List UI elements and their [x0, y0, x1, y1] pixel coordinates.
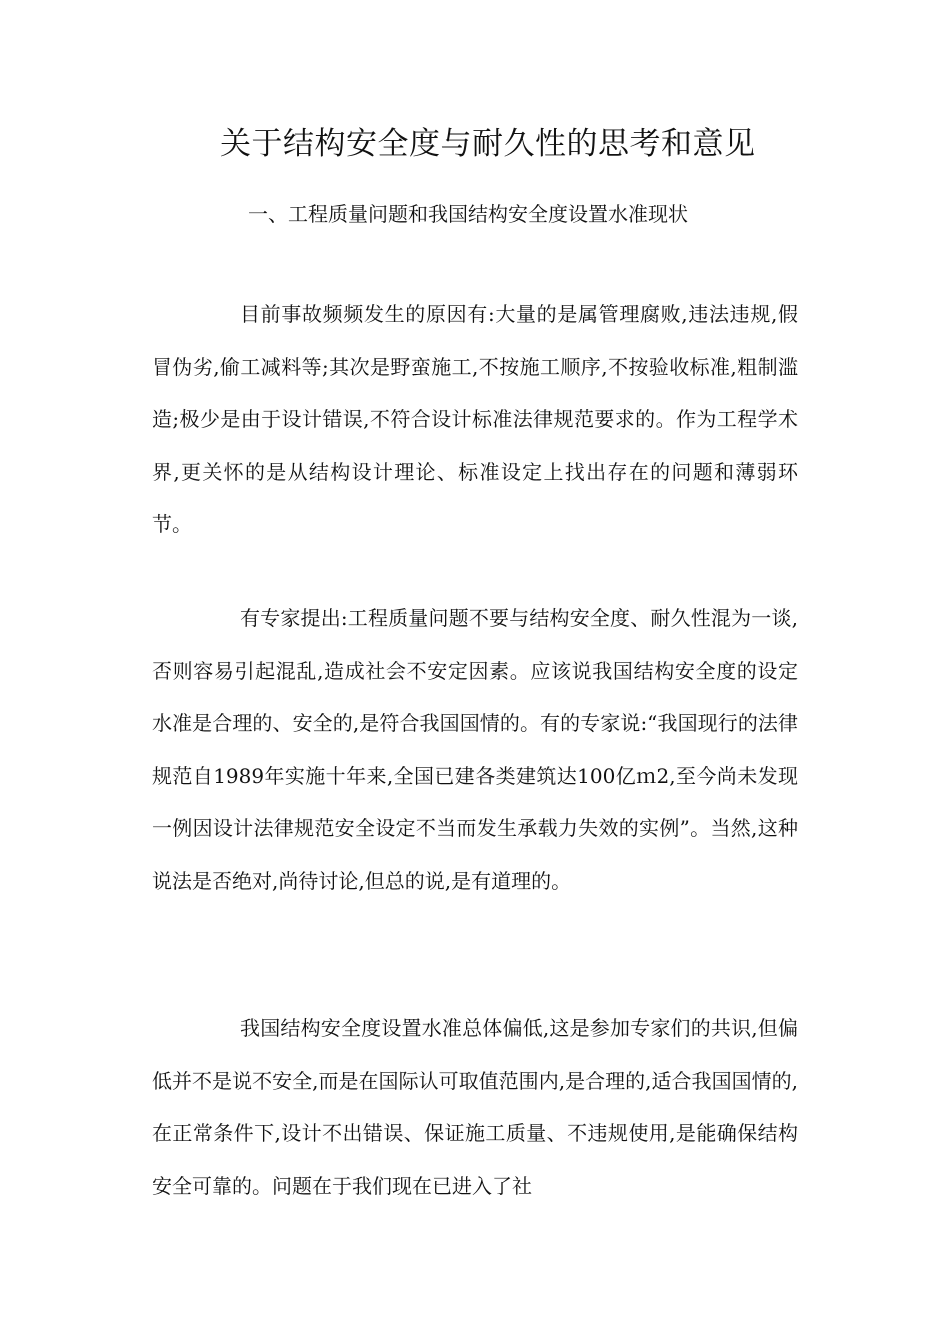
paragraph-expert-opinion: 有专家提出:工程质量问题不要与结构安全度、耐久性混为一谈,否则容易引起混乱,造成社会不安定因素。应该说我国结构安全度的设定水准是合理的、安全的,是符合我国国情的。有的专家说:“我国现行的法律规范自1989年实施十年来,全国已建各类建筑达100亿ｍ2,至今尚未发现一例因设计法律规范安全设定不当而发生承载力失效的实例”。当然,这种说法是否绝对,尚待讨论,但总的说,是有道理的。 [152, 606, 798, 893]
section-heading: 一、工程质量问题和我国结构安全度设置水准现状 [248, 202, 688, 226]
paragraph-causes-of-accidents: 目前事故频频发生的原因有:大量的是属管理腐败,违法违规,假冒伪劣,偷工减料等;其次是野蛮施工,不按施工顺序,不按验收标准,粗制滥造;极少是由于设计错误,不符合设计标准法律规范要求的。作为工程学术界,更关怀的是从结构设计理论、标准设定上找出存在的问题和薄弱环节。 [152, 302, 798, 536]
document-title: 关于结构安全度与耐久性的思考和意见 [220, 126, 756, 162]
paragraph-safety-level-consensus: 我国结构安全度设置水准总体偏低,这是参加专家们的共识,但偏低并不是说不安全,而是在国际认可取值范围内,是合理的,适合我国国情的,在正常条件下,设计不出错误、保证施工质量、不违规使用,是能确保结构安全可靠的。问题在于我们现在已进入了社 [152, 1016, 798, 1198]
